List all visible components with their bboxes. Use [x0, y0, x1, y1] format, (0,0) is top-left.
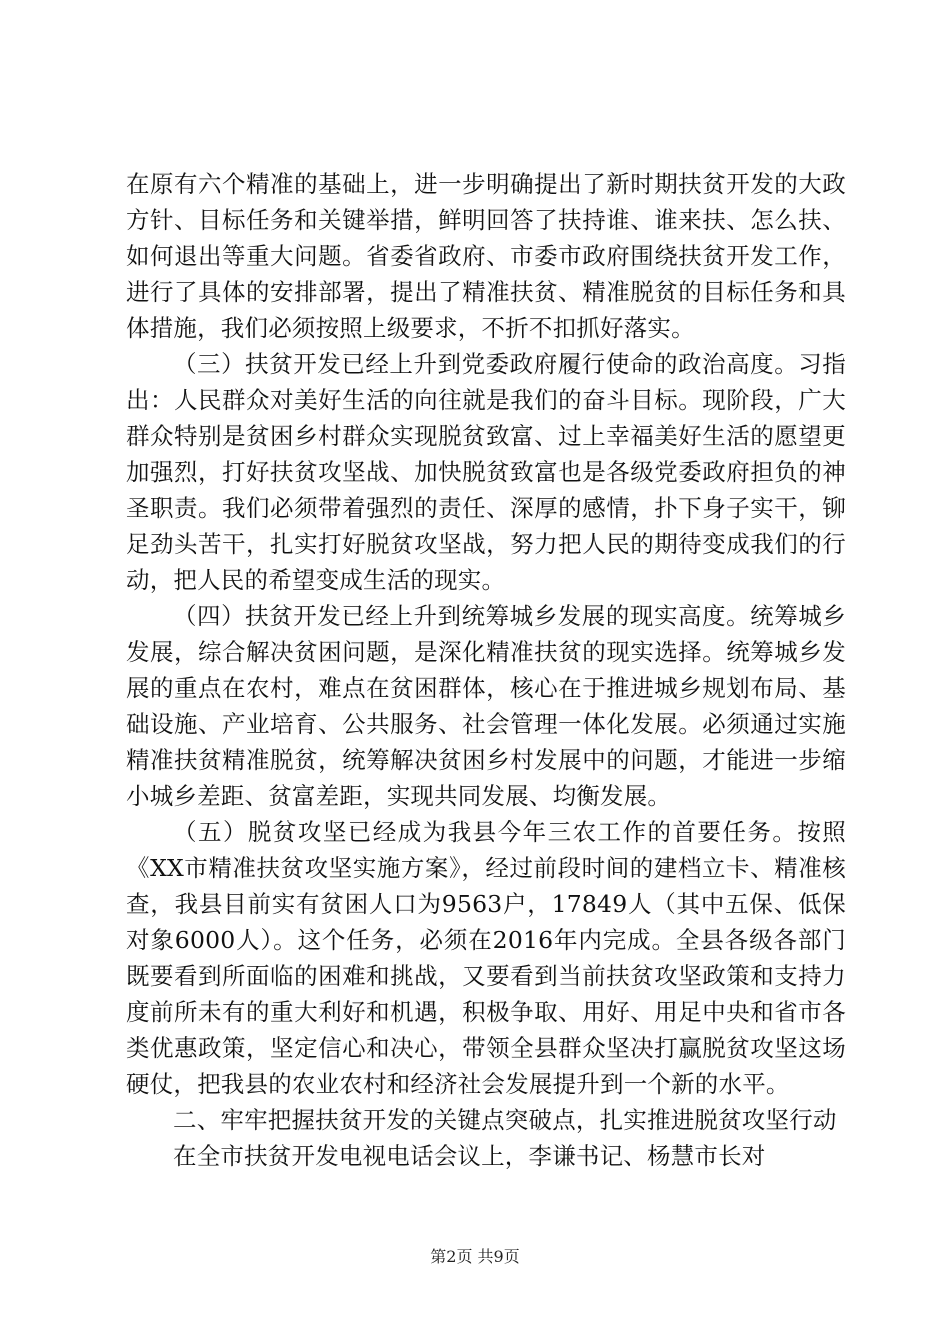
section-heading-2: 二、牢牢把握扶贫开发的关键点突破点，扎实推进脱贫攻坚行动	[173, 1106, 837, 1134]
paragraph-continuation: 在原有六个精准的基础上，进一步明确提出了新时期扶贫开发的大政方针、目标任务和关键举措，鲜明回答了扶持谁、谁来扶、怎么扶、如何退出等重大问题。省委省政府、市委市政府围绕扶贫开发工作，进行了具体的安排部署，提出了精准扶贫、精准脱贫的目标任务和具体措施，我们必须按照上级要求，不折不扣抓好落实。	[126, 170, 846, 342]
paragraph-section-3: （三）扶贫开发已经上升到党委政府履行使命的政治高度。习指出：人民群众对美好生活的向往就是我们的奋斗目标。现阶段，广大群众特别是贫困乡村群众实现脱贫致富、过上幸福美好生活的愿望更加强烈，打好扶贫攻坚战、加快脱贫致富也是各级党委政府担负的神圣职责。我们必须带着强烈的责任、深厚的感情，扑下身子实干，铆足劲头苦干，扎实打好脱贫攻坚战，努力把人民的期待变成我们的行动，把人民的希望变成生活的现实。	[126, 350, 846, 594]
document-body	[126, 166, 846, 1174]
paragraph-meeting: 在全市扶贫开发电视电话会议上，李谦书记、杨慧市长对	[173, 1142, 766, 1170]
paragraph-section-4: （四）扶贫开发已经上升到统筹城乡发展的现实高度。统筹城乡发展，综合解决贫困问题，是深化精准扶贫的现实选择。统筹城乡发展的重点在农村，难点在贫困群体，核心在于推进城乡规划布局、基础设施、产业培育、公共服务、社会管理一体化发展。必须通过实施精准扶贫精准脱贫，统筹解决贫困乡村发展中的问题，才能进一步缩小城乡差距、贫富差距，实现共同发展、均衡发展。	[126, 602, 846, 810]
paragraph-section-5: （五）脱贫攻坚已经成为我县今年三农工作的首要任务。按照《XX市精准扶贫攻坚实施方案》，经过前段时间的建档立卡、精准核查，我县目前实有贫困人口为9563户，17849人（其中五保、低保对象6000人）。这个任务，必须在2016年内完成。全县各级各部门既要看到所面临的困难和挑战，又要看到当前扶贫攻坚政策和支持力度前所未有的重大利好和机遇，积极争取、用好、用足中央和省市各类优惠政策，坚定信心和决心，带领全县群众坚决打赢脱贫攻坚这场硬仗，把我县的农业农村和经济社会发展提升到一个新的水平。	[126, 818, 846, 1098]
page-footer: 第2页 共9页	[430, 1247, 520, 1266]
